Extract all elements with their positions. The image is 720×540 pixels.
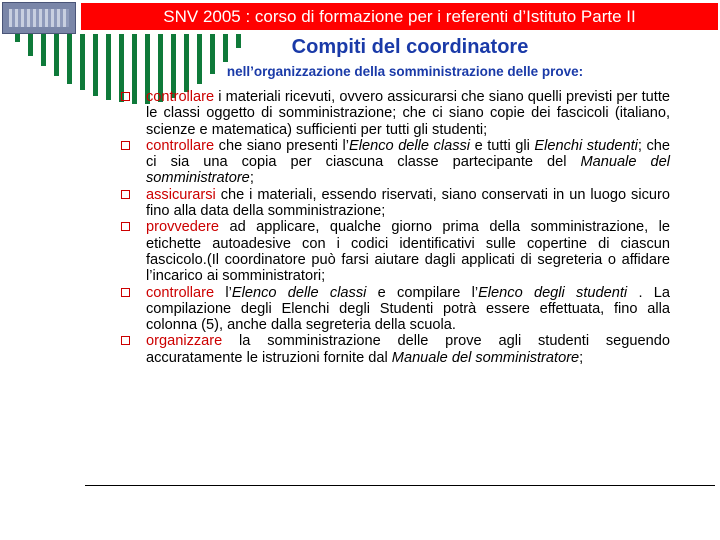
item-text: ad applicare, qualche giorno prima della somministrazione, le etichette autoadesive con i codici identificativi sulle copertine di ciascun fascicolo.(Il coordinatore può farsi aiutare dagli applicati di segreteria o affidare l’incarico ai somministratori; [146,219,670,285]
item-text-italic: Elenchi studenti [534,137,638,154]
square-bullet-icon [121,141,130,150]
item-keyword: controllare [146,89,215,105]
slide-header-title: SNV 2005 : corso di formazione per i referenti d’Istituto Parte II [81,3,718,30]
item-text-italic: Elenco delle classi [349,137,471,154]
square-bullet-icon [121,190,130,199]
item-keyword: controllare [146,137,215,154]
list-item [118,219,670,284]
item-text: i materiali ricevuti, ovvero assicurarsi che siano quelli previsti per tutte le classi oggetto di somministrazione; che ci siano copie dei fascicoli (italiano, scienze e matematica) sufficienti per tutti gli studenti; [146,89,670,138]
task-list [118,89,670,366]
item-text-italic: Elenco delle classi [231,284,367,301]
list-item [118,89,670,138]
square-bullet-icon [121,336,130,345]
bottom-divider [85,485,715,486]
list-item [118,333,670,366]
item-keyword: provvedere [146,219,220,236]
item-text-italic: Manuale del somministratore [391,349,580,366]
item-text: ; [579,349,584,366]
item-text-italic: Elenco degli studenti [478,284,628,301]
list-item [118,138,670,187]
institution-logo-icon [2,2,76,34]
item-text: che i materiali, essendo riservati, siano conservati in un luogo sicuro fino alla data della somministrazione; [146,186,670,220]
square-bullet-icon [121,92,130,101]
slide-heading: Compiti del coordinatore [291,36,529,58]
square-bullet-icon [121,222,130,231]
item-text: la somministrazione delle prove agli studenti seguendo accuratamente le istruzioni fornite dal [146,333,670,366]
item-text: ; [249,170,254,187]
square-bullet-icon [121,288,130,297]
item-keyword: controllare [146,284,215,301]
item-text: ; che ci sia una copia per ciascuna classe partecipante del [146,137,670,171]
list-item [118,285,670,334]
item-text: e compilare l’ [366,284,479,301]
slide-subheading: nell’organizzazione della somministrazione delle prove: [226,64,584,79]
list-item [118,187,670,220]
item-keyword: organizzare [146,333,223,350]
item-text: e tutti gli [470,137,535,154]
item-text: . La compilazione degli Elenchi degli Studenti potrà essere effettuata, fino alla colonna (5), anche dalla segreteria della scuola. [146,284,670,334]
item-text: che siano presenti l’ [214,137,350,154]
item-text-italic: Manuale del somministratore [146,154,670,187]
item-keyword: assicurarsi [146,186,216,203]
item-text: l’ [214,284,232,301]
